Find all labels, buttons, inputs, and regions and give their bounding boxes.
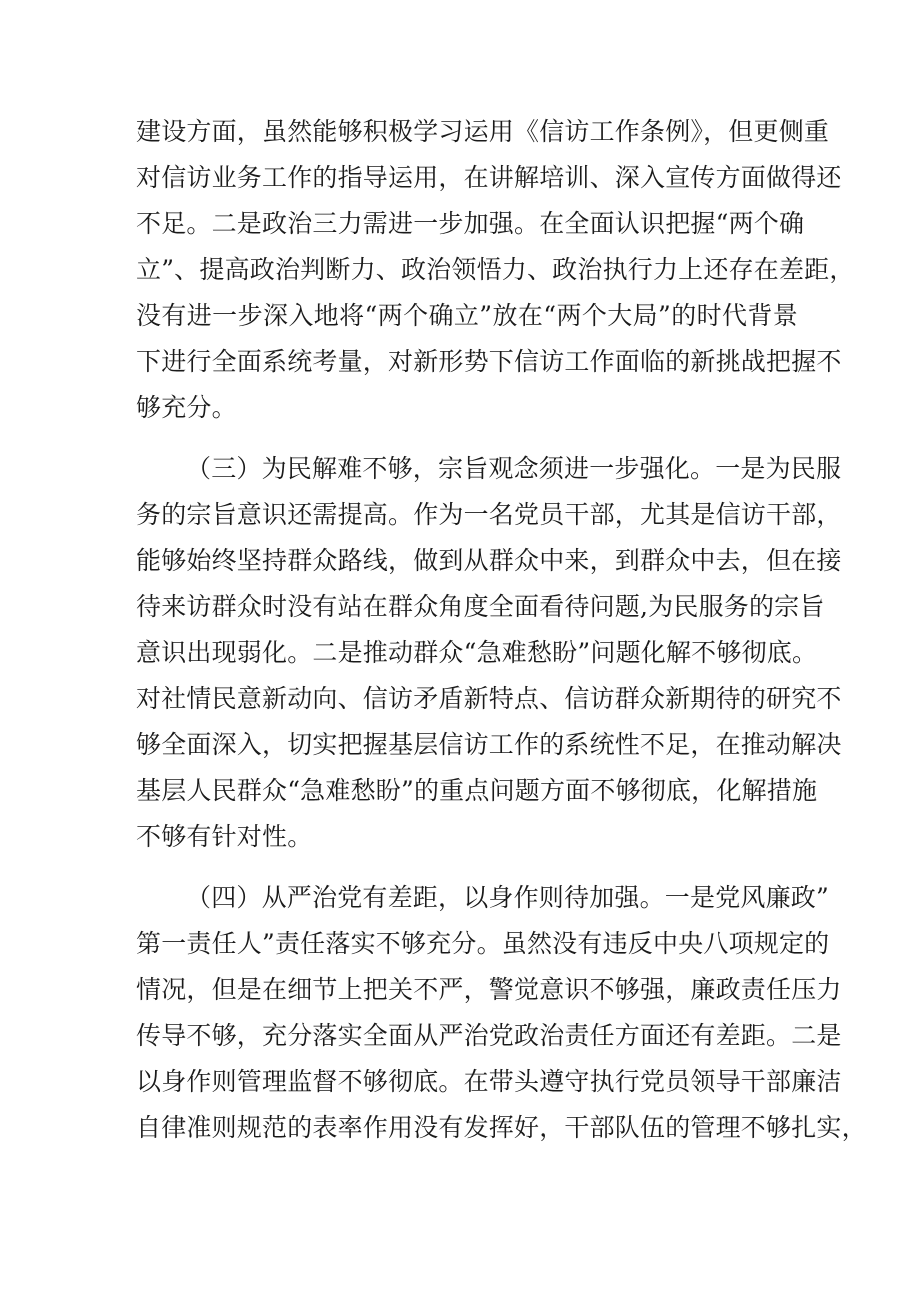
text-line: 对社情民意新动向、信访矛盾新特点、信访群众新期待的研究不 [136,684,842,713]
text-line: 没有进一步深入地将“两个确立”放在“两个大局”的时代背景 [136,301,798,330]
text-line: 对信访业务工作的指导运用，在讲解培训、深入宣传方面做得还 [136,163,842,192]
text-line: 立”、提高政治判断力、政治领悟力、政治执行力上还存在差距， [136,255,855,284]
paragraph-heading-line: （三）为民解难不够，宗旨观念须进一步强化。一是为民服 [186,454,842,483]
text-line: 下进行全面系统考量，对新形势下信访工作面临的新挑战把握不 [136,347,842,376]
text-line: 意识出现弱化。二是推动群众“急难愁盼”问题化解不够彻底。 [136,638,818,667]
text-line: 建设方面，虽然能够积极学习运用《信访工作条例》，但更侧重 [136,117,830,146]
text-line: 不足。二是政治三力需进一步加强。在全面认识把握“两个确 [136,209,805,238]
text-line: 以身作则管理监督不够彻底。在带头遵守执行党员领导干部廉洁 [136,1067,842,1096]
text-line: 基层人民群众“急难愁盼”的重点问题方面不够彻底，化解措施 [136,776,818,805]
text-line: 能够始终坚持群众路线，做到从群众中来，到群众中去，但在接 [136,546,842,575]
text-line: 待来访群众时没有站在群众角度全面看待问题,为民服务的宗旨 [136,592,825,621]
text-line: 第一责任人”责任落实不够充分。虽然没有违反中央八项规定的 [136,929,830,958]
paragraph-heading-line: （四）从严治党有差距，以身作则待加强。一是党风廉政” [186,883,829,912]
text-line: 自律准则规范的表率作用没有发挥好，干部队伍的管理不够扎实， [136,1113,867,1142]
text-line: 够全面深入，切实把握基层信访工作的系统性不足，在推动解决 [136,730,842,759]
text-line: 不够有针对性。 [136,822,313,851]
text-line: 务的宗旨意识还需提高。作为一名党员干部，尤其是信访干部， [136,500,842,529]
text-line: 情况，但是在细节上把关不严，警觉意识不够强，廉政责任压力 [136,975,842,1004]
text-line: 够充分。 [136,393,237,422]
text-line: 传导不够，充分落实全面从严治党政治责任方面还有差距。二是 [136,1021,842,1050]
